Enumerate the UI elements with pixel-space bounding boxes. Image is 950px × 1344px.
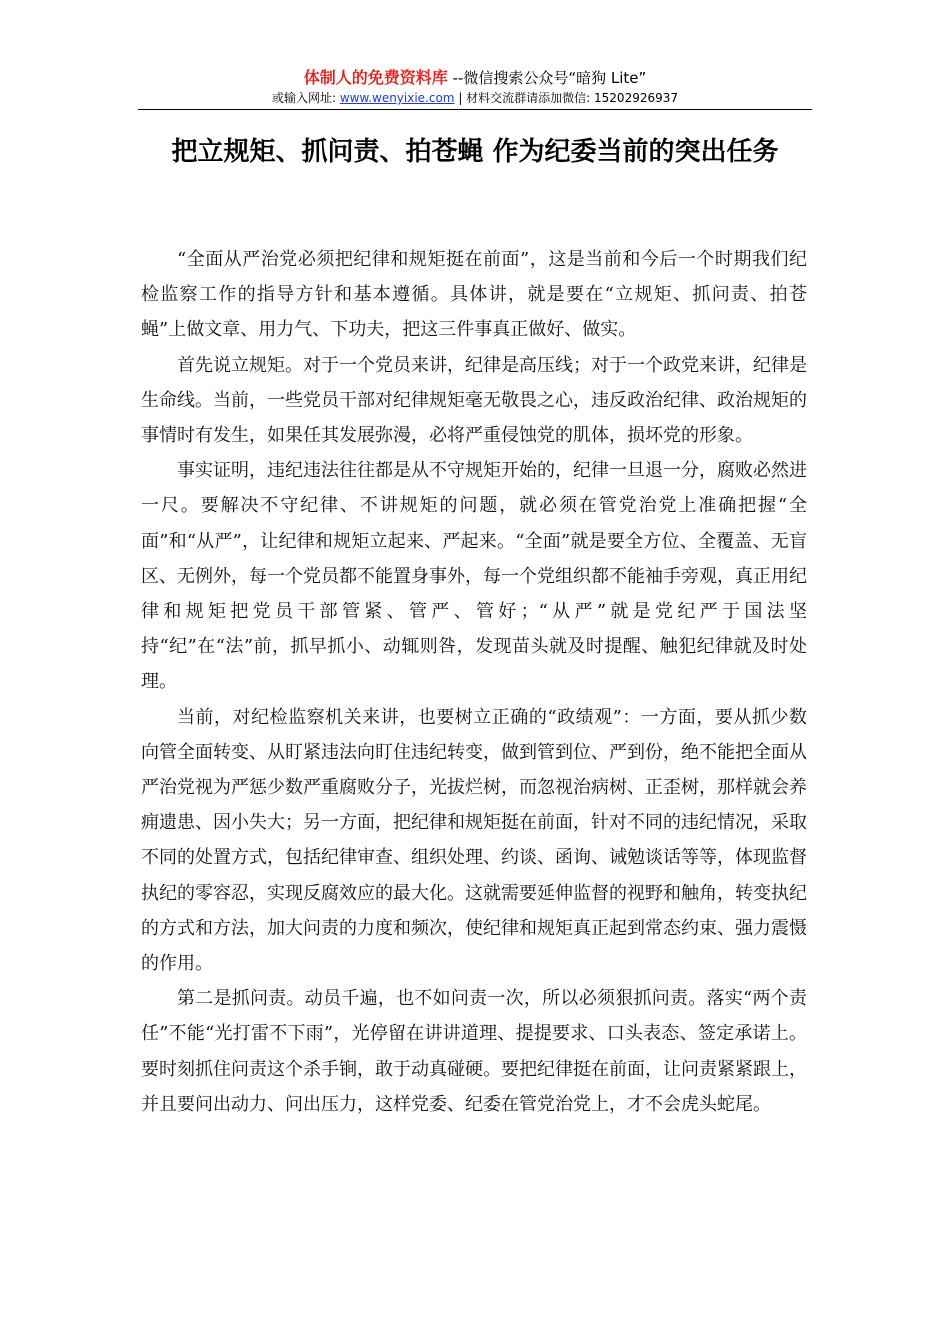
header-line-2 xyxy=(138,89,812,107)
header-contact: | 材料交流群请添加微信: 15202926937 xyxy=(454,91,679,105)
page-header xyxy=(138,68,812,107)
paragraph-3: 事实证明，违纪违法往往都是从不守规矩开始的，纪律一旦退一分，腐败必然进一尺。要解决不守纪律、不讲规矩的问题，就必须在管党治党上准确把握“全面”和“从严”，让纪律和规矩立起来、严起来。“全面”就是要全方位、全覆盖、无盲区、无例外，每一个党员都不能置身事外，每一个党组织都不能袖手旁观，真正用纪律和规矩把党员干部管紧、管严、管好；“从严”就是党纪严于国法坚持“纪”在“法”前，抓早抓小、动辄则咎，发现苗头就及时提醒、触犯纪律就及时处理。 xyxy=(141,460,807,693)
header-divider xyxy=(138,109,812,110)
paragraph-5: 第二是抓问责。动员千遍，也不如问责一次，所以必须狠抓问责。落实“两个责任”不能“光打雷不下雨”，光停留在讲讲道理、提提要求、口头表态、签定承诺上。要时刻抓住问责这个杀手锏，敢于动真碰硬。要把纪律挺在前面，让问责紧紧跟上，并且要问出动力、问出压力，这样党委、纪委在管党治党上，才不会虎头蛇尾。 xyxy=(141,988,807,1115)
header-url-link[interactable]: www.wenyixie.com xyxy=(339,91,455,105)
header-line-1 xyxy=(138,68,812,88)
header-brand: 体制人的免费资料库 xyxy=(303,68,448,87)
document-title: 把立规矩、抓问责、拍苍蝇 作为纪委当前的突出任务 xyxy=(171,137,779,167)
header-url-prefix: 或输入网址: xyxy=(271,91,340,105)
document-body xyxy=(141,242,807,1122)
header-tagline: --微信搜索公众号“暗狗 Lite” xyxy=(447,69,647,87)
paragraph-1: “全面从严治党必须把纪律和规矩挺在前面”，这是当前和今后一个时期我们纪检监察工作的指导方针和基本遵循。具体讲，就是要在“立规矩、抓问责、拍苍蝇”上做文章、用力气、下功夫，把这三件事真正做好、做实。 xyxy=(141,249,807,341)
paragraph-4: 当前，对纪检监察机关来讲，也要树立正确的“政绩观”：一方面，要从抓少数向管全面转变、从盯紧违法向盯住违纪转变，做到管到位、严到份，绝不能把全面从严治党视为严惩少数严重腐败分子，光拔烂树，而忽视治病树、正歪树，那样就会养痈遗患、因小失大；另一方面，把纪律和规矩挺在前面，针对不同的违纪情况，采取不同的处置方式，包括纪律审查、组织处理、约谈、函询、诫勉谈话等等，体现监督执纪的零容忍，实现反腐效应的最大化。这就需要延伸监督的视野和触角，转变执纪的方式和方法，加大问责的力度和频次，使纪律和规矩真正起到常态约束、强力震慑的作用。 xyxy=(141,706,807,975)
paragraph-2: 首先说立规矩。对于一个党员来讲，纪律是高压线；对于一个政党来讲，纪律是生命线。当前，一些党员干部对纪律规矩毫无敬畏之心，违反政治纪律、政治规矩的事情时有发生，如果任其发展弥漫，必将严重侵蚀党的肌体，损坏党的形象。 xyxy=(141,354,807,447)
